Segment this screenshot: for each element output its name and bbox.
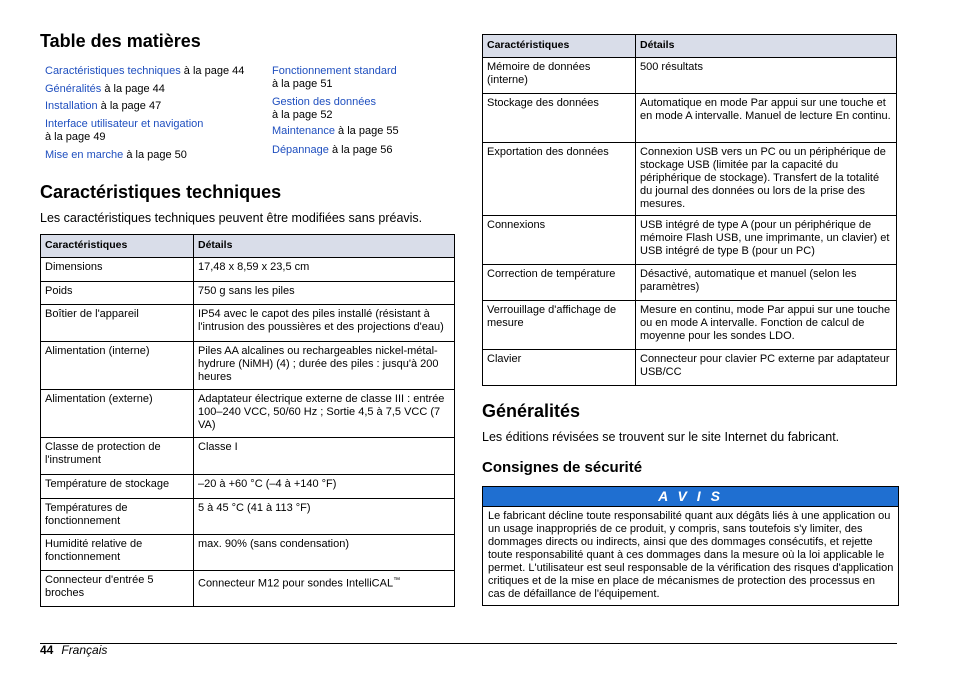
toc-page: à la page 51 [272,78,333,90]
specs-intro: Les caractéristiques techniques peuvent être modifiées sans préavis. [40,211,423,225]
toc-item [45,100,161,113]
spec-detail: Connecteur pour clavier PC externe par adaptateur USB/CC [636,350,897,386]
spec-name: Poids [41,282,194,305]
toc-page: à la page 44 [180,65,245,77]
table-row [41,499,455,535]
toc-item [272,96,376,122]
spec-detail: Piles AA alcalines ou rechargeables nickel-métal-hydrure (NiMH) (4) ; durée des piles : jusqu'à 200 heures [194,342,455,390]
general-title: Généralités [482,401,581,421]
table-row [41,571,455,607]
toc-item [45,149,187,162]
trademark-mark: ™ [393,577,401,584]
spec-name: Correction de température [483,265,636,301]
table-row [41,282,455,305]
toc-item [45,65,244,78]
spec-detail: IP54 avec le capot des piles installé (résistant à l'intrusion des poussières et des projections d'eau) [194,305,455,342]
column-header: Caractéristiques [41,235,194,258]
toc-page: à la page 52 [272,109,333,121]
table-row [483,143,897,216]
spec-name: Mémoire de données (interne) [483,58,636,94]
toc-page: à la page 56 [328,144,393,156]
table-row [41,475,455,499]
page-number: 44 [40,643,54,657]
specs-title: Caractéristiques techniques [40,182,282,202]
toc-link[interactable]: Fonctionnement standard [272,65,397,77]
spec-name: Classe de protection de l'instrument [41,438,194,475]
table-row [483,58,897,94]
toc-page: à la page 44 [101,83,165,95]
table-row [483,265,897,301]
specs-table-right [482,34,897,386]
toc-link[interactable]: Installation [45,100,98,112]
toc-page: à la page 47 [97,100,162,112]
spec-detail: Désactivé, automatique et manuel (selon les paramètres) [636,265,897,301]
column-header: Caractéristiques [483,35,636,58]
spec-detail: USB intégré de type A (pour un périphérique de mémoire Flash USB, une imprimante, un clavier) et USB intégré de type B (pour un PC) [636,216,897,265]
spec-detail: 500 résultats [636,58,897,94]
spec-detail-text: Connecteur M12 pour sondes IntelliCAL [198,577,394,590]
spec-detail: Connexion USB vers un PC ou un périphérique de stockage USB (limitée par la capacité du périphérique de stockage). Transfert de la totalité du journal des données ou lors de la prise des mesures. [636,143,897,216]
spec-detail: 750 g sans les piles [194,282,455,305]
toc-item [45,83,165,96]
toc-link[interactable]: Dépannage [272,144,329,156]
spec-name: Humidité relative de fonctionnement [41,535,194,571]
spec-name: Alimentation (interne) [41,342,194,390]
toc-page: à la page 49 [45,131,106,143]
toc-link[interactable]: Interface utilisateur et navigation [45,118,204,130]
spec-detail: Adaptateur électrique externe de classe III : entrée 100–240 VCC, 50/60 Hz ; Sortie 4,5 à 7,5 VCC (7 VA) [194,390,455,438]
footer-divider [40,643,897,644]
spec-detail: 17,48 x 8,59 x 23,5 cm [194,258,455,282]
table-row [483,216,897,265]
footer-language: Français [61,643,108,657]
spec-detail: –20 à +60 °C (–4 à +140 °F) [194,475,455,499]
safety-title: Consignes de sécurité [482,459,643,476]
table-row [41,258,455,282]
table-header-row [483,35,897,58]
table-row [483,94,897,143]
table-row [41,342,455,390]
toc-title: Table des matières [40,31,201,51]
spec-name: Connexions [483,216,636,265]
spec-detail: max. 90% (sans condensation) [194,535,455,571]
specs-table-left [40,234,455,607]
toc-link[interactable]: Maintenance [272,125,335,137]
toc-item [45,118,203,144]
spec-name: Alimentation (externe) [41,390,194,438]
toc-link[interactable]: Généralités [45,83,102,95]
table-header-row [41,235,455,258]
notice-box [482,486,899,606]
spec-detail: Automatique en mode Par appui sur une touche et en mode A intervalle. Manuel de lecture En continu. [636,94,897,143]
table-row [483,350,897,386]
notice-text: Le fabricant décline toute responsabilité quant aux dégâts liés à une application ou un usage inappropriés de ce produit, y compris, sans toutefois s'y limiter, des dommages directs ou indirects, ainsi que des dommages consécutifs, et rejette toute responsabilité quant à ces dommages dans la mesure où la loi applicable le permet. L'utilisateur est seul responsable de la vérification des risques d'application critiques et de la mise en place de mécanismes de protection des processus en cas de défaillance de l'équipement. [488,510,894,600]
table-row [41,305,455,342]
toc-page: à la page 50 [123,149,187,161]
spec-detail: Classe I [194,438,455,475]
toc-item [272,125,399,138]
column-header: Détails [636,35,897,58]
table-row [483,301,897,350]
notice-header: A V I S [483,487,898,507]
spec-name: Clavier [483,350,636,386]
spec-name: Dimensions [41,258,194,282]
table-row [41,438,455,475]
spec-name: Températures de fonctionnement [41,499,194,535]
spec-name: Température de stockage [41,475,194,499]
spec-detail: 5 à 45 °C (41 à 113 °F) [194,499,455,535]
spec-name: Verrouillage d'affichage de mesure [483,301,636,350]
page-footer [40,643,107,657]
table-row [41,390,455,438]
spec-detail [194,571,455,607]
spec-name: Stockage des données [483,94,636,143]
toc-link[interactable]: Gestion des données [272,96,376,108]
toc-link[interactable]: Caractéristiques techniques [45,65,181,77]
spec-detail: Mesure en continu, mode Par appui sur une touche ou en mode A intervalle. Fonction de calcul de moyenne pour les sondes LDO. [636,301,897,350]
toc-link[interactable]: Mise en marche [45,149,124,161]
spec-name: Connecteur d'entrée 5 broches [41,571,194,607]
toc-item [272,144,393,157]
table-row [41,535,455,571]
general-text: Les éditions révisées se trouvent sur le site Internet du fabricant. [482,430,840,444]
toc-page: à la page 55 [335,125,399,137]
toc-item [272,65,397,91]
column-header: Détails [194,235,455,258]
spec-name: Boîtier de l'appareil [41,305,194,342]
spec-name: Exportation des données [483,143,636,216]
